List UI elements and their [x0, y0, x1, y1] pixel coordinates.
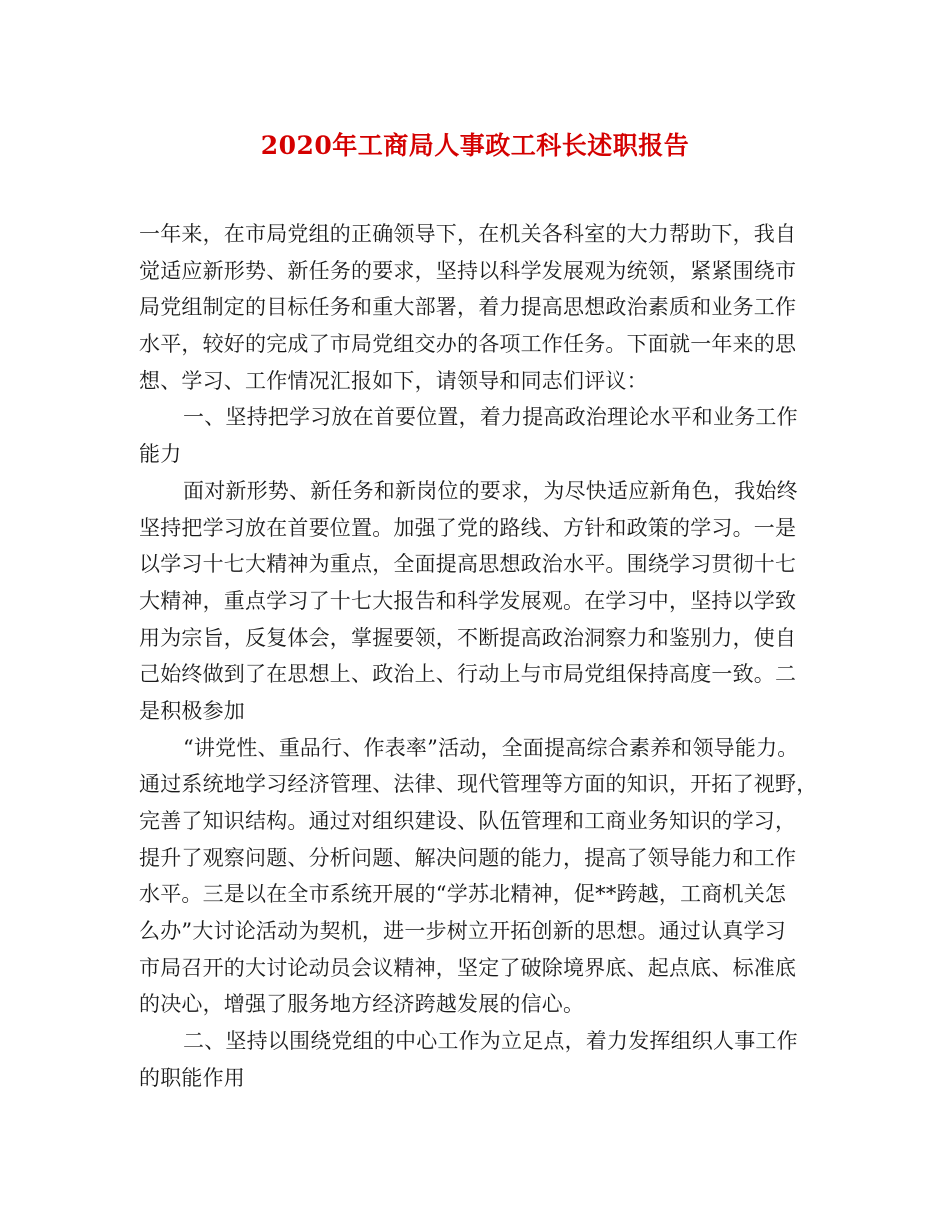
body-line: 水平。三是以在全市系统开展的“学苏北精神，促**跨越，工商机关怎 — [139, 882, 787, 907]
body-line: 提升了观察问题、分析问题、解决问题的能力，提高了领导能力和工作 — [139, 845, 797, 870]
body-line: 市局召开的大讨论动员会议精神，坚定了破除境界底、起点底、标准底 — [139, 955, 797, 980]
body-line: 的决心，增强了服务地方经济跨越发展的信心。 — [139, 992, 585, 1017]
body-line: 己始终做到了在思想上、政治上、行动上与市局党组保持高度一致。二 — [139, 662, 797, 687]
body-line: 面对新形势、新任务和新岗位的要求，为尽快适应新角色，我始终 — [183, 478, 798, 503]
body-line: 么办”大讨论活动为契机，进一步树立开拓创新的思想。通过认真学习 — [139, 919, 786, 944]
body-line: 局党组制定的目标任务和重大部署，着力提高思想政治素质和业务工作 — [139, 295, 797, 320]
body-line: 觉适应新形势、新任务的要求，坚持以科学发展观为统领，紧紧围绕市 — [139, 258, 797, 283]
body-line: 水平，较好的完成了市局党组交办的各项工作任务。下面就一年来的思 — [139, 332, 797, 357]
body-line: 用为宗旨，反复体会，掌握要领，不断提高政治洞察力和鉴别力，使自 — [139, 625, 797, 650]
section-heading-line: 二、坚持以围绕党组的中心工作为立足点，着力发挥组织人事工作 — [183, 1029, 798, 1054]
body-line: 以学习十七大精神为重点，全面提高思想政治水平。围绕学习贯彻十七 — [139, 552, 797, 577]
section-heading-line: 能力 — [139, 442, 182, 467]
body-line: 一年来，在市局党组的正确领导下，在机关各科室的大力帮助下，我自 — [139, 222, 797, 246]
body-line: 是积极参加 — [139, 698, 245, 723]
document-title: 2020年工商局人事政工科长述职报告 — [260, 131, 690, 160]
document-body — [139, 216, 818, 1097]
body-line: 想、学习、工作情况汇报如下，请领导和同志们评议： — [139, 368, 648, 393]
body-line: 大精神，重点学习了十七大报告和科学发展观。在学习中，坚持以学致 — [139, 588, 797, 613]
section-heading-line: 一、坚持把学习放在首要位置，着力提高政治理论水平和业务工作 — [183, 405, 798, 430]
section-heading-line: 的职能作用 — [139, 1065, 245, 1090]
body-line: 坚持把学习放在首要位置。加强了党的路线、方针和政策的学习。一是 — [139, 515, 797, 540]
body-line: 完善了知识结构。通过对组织建设、队伍管理和工商业务知识的学习， — [139, 809, 797, 833]
body-line: “讲党性、重品行、作表率”活动，全面提高综合素养和领导能力。 — [183, 735, 799, 760]
body-line: 通过系统地学习经济管理、法律、现代管理等方面的知识，开拓了视野， — [139, 772, 818, 797]
